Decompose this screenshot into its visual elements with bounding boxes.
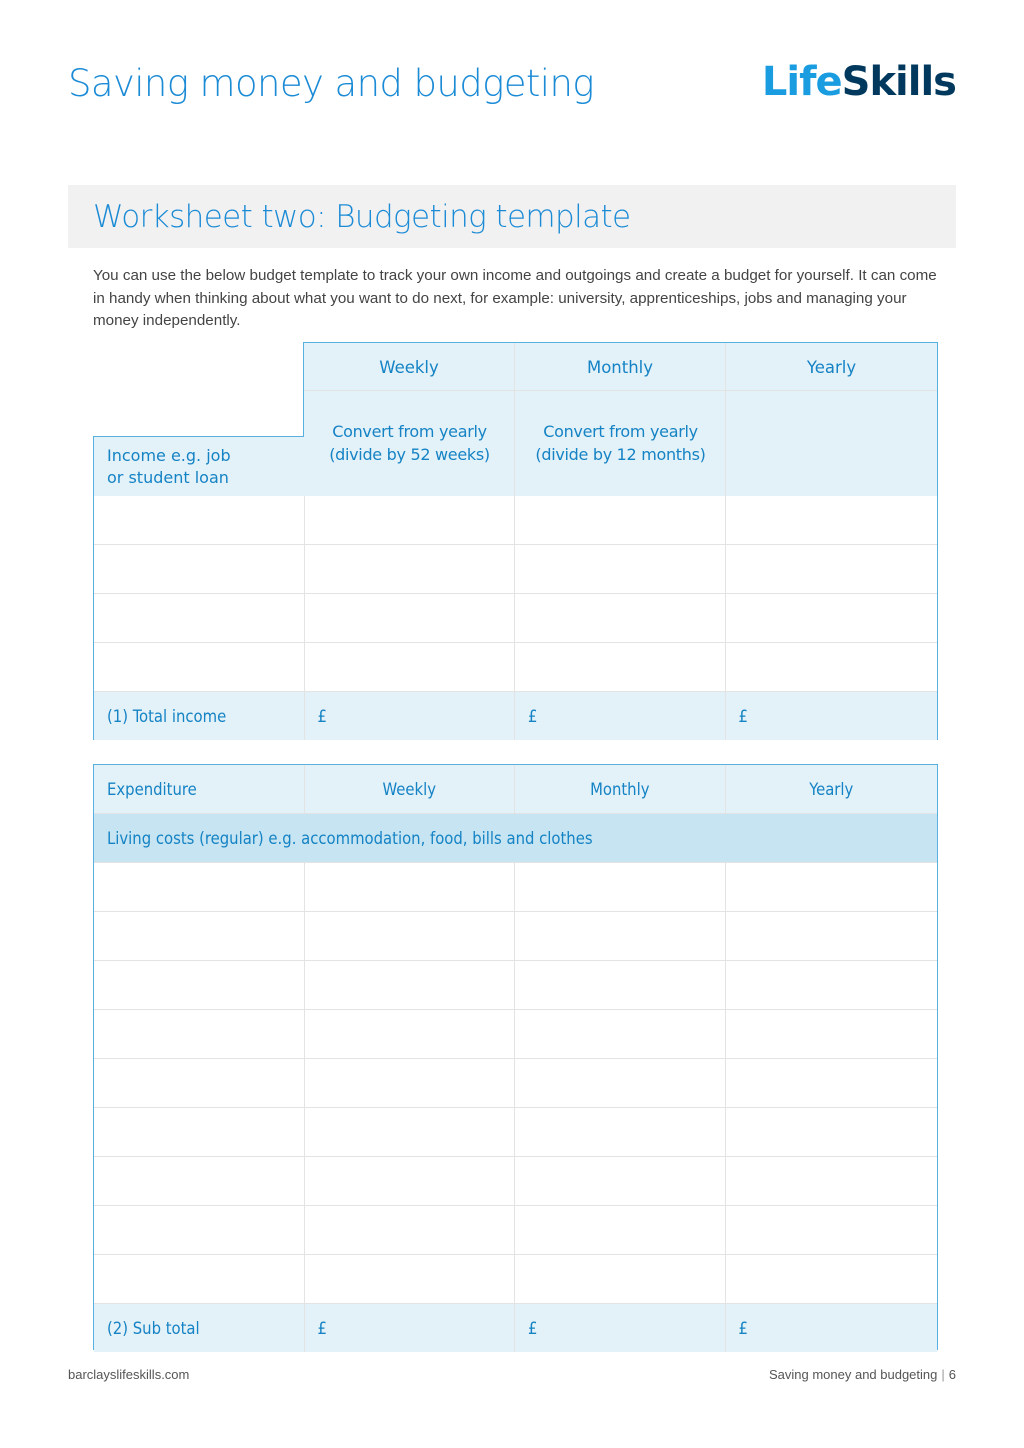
expenditure-header-row (94, 765, 937, 814)
income-col-monthly: Monthly (586, 358, 654, 377)
monthly-cell[interactable] (515, 1059, 726, 1108)
table-row (94, 545, 937, 594)
monthly-cell[interactable] (515, 1206, 726, 1255)
total-income-row (94, 692, 937, 740)
weekly-cell[interactable] (305, 863, 516, 912)
income-label-line1: Income e.g. job (107, 446, 231, 465)
intro-paragraph: You can use the below budget template to track your own income and outgoings and create a budget for yourself. It can come in handy when thinking about what you want to do next, for example: university, apprenticeships, jobs and managing your money independently. (93, 267, 937, 329)
yearly-cell[interactable] (726, 643, 937, 692)
expenditure-table (93, 764, 938, 1350)
convert-weekly-line2: (divide by 52 weeks) (329, 445, 490, 464)
footer-page-info (769, 1367, 956, 1382)
monthly-cell[interactable] (515, 1108, 726, 1157)
monthly-cell[interactable] (515, 863, 726, 912)
yearly-cell[interactable] (726, 594, 937, 643)
total-yearly-cell[interactable]: £ (738, 706, 748, 726)
table-row (94, 1206, 937, 1255)
monthly-cell[interactable] (515, 1157, 726, 1206)
expense-item-cell[interactable] (94, 1157, 305, 1206)
table-row (94, 961, 937, 1010)
monthly-cell[interactable] (515, 1010, 726, 1059)
page-title: Saving money and budgeting (68, 62, 594, 105)
weekly-cell[interactable] (305, 961, 516, 1010)
weekly-cell[interactable] (305, 1206, 516, 1255)
total-income-label: (1) Total income (94, 692, 305, 740)
expenditure-col-weekly: Weekly (305, 765, 516, 814)
expense-item-cell[interactable] (94, 1108, 305, 1157)
monthly-cell[interactable] (515, 1255, 726, 1304)
expense-item-cell[interactable] (94, 961, 305, 1010)
logo-life-text: Life (761, 59, 842, 105)
convert-monthly-line2: (divide by 12 months) (535, 445, 706, 464)
expense-item-cell[interactable] (94, 863, 305, 912)
total-weekly-cell[interactable]: £ (305, 692, 516, 740)
total-monthly-cell[interactable]: £ (515, 692, 726, 740)
expenditure-col-yearly: Yearly (726, 765, 937, 814)
subtotal-monthly-cell[interactable]: £ (515, 1304, 726, 1352)
logo-skills-text: Skills (841, 59, 956, 105)
yearly-cell[interactable] (726, 545, 937, 594)
monthly-cell[interactable] (515, 594, 726, 643)
weekly-cell[interactable] (305, 1108, 516, 1157)
income-col-yearly: Yearly (806, 358, 857, 377)
table-row (94, 643, 937, 692)
expense-item-cell[interactable] (94, 1255, 305, 1304)
weekly-cell[interactable] (305, 912, 516, 961)
expense-item-cell[interactable] (94, 1059, 305, 1108)
table-row (94, 1059, 937, 1108)
table-row (94, 1255, 937, 1304)
income-source-cell[interactable] (94, 496, 305, 545)
monthly-cell[interactable] (515, 643, 726, 692)
expense-item-cell[interactable] (94, 1010, 305, 1059)
expenditure-col-label: Expenditure (94, 765, 305, 814)
convert-monthly-line1: Convert from yearly (543, 422, 698, 441)
yearly-cell[interactable] (726, 1108, 937, 1157)
footer-website: barclayslifeskills.com (68, 1367, 190, 1382)
table-row (94, 496, 937, 545)
income-source-cell[interactable] (94, 594, 305, 643)
yearly-cell[interactable] (726, 1010, 937, 1059)
section-title: Worksheet two: Budgeting template (93, 199, 631, 235)
yearly-cell[interactable] (726, 496, 937, 545)
subtotal-label: (2) Sub total (94, 1304, 305, 1352)
table-row (94, 594, 937, 643)
lifeskills-logo (761, 59, 956, 105)
income-col-weekly: Weekly (379, 358, 439, 377)
expenditure-col-monthly: Monthly (515, 765, 726, 814)
monthly-cell[interactable] (515, 496, 726, 545)
yearly-cell[interactable] (726, 1157, 937, 1206)
subtotal-weekly-cell[interactable]: £ (305, 1304, 516, 1352)
yearly-cell[interactable] (726, 863, 937, 912)
page-number: 6 (948, 1367, 956, 1382)
convert-weekly-note (304, 420, 515, 466)
table-row (94, 912, 937, 961)
income-source-cell[interactable] (94, 545, 305, 594)
subtotal-yearly-cell[interactable]: £ (738, 1318, 748, 1338)
monthly-cell[interactable] (515, 545, 726, 594)
weekly-cell[interactable] (305, 1157, 516, 1206)
footer-doc-title: Saving money and budgeting (768, 1367, 938, 1382)
weekly-cell[interactable] (305, 1255, 516, 1304)
convert-weekly-line1: Convert from yearly (332, 422, 487, 441)
weekly-cell[interactable] (305, 1010, 516, 1059)
weekly-cell[interactable] (305, 1059, 516, 1108)
weekly-cell[interactable] (305, 496, 516, 545)
weekly-cell[interactable] (305, 545, 516, 594)
yearly-cell[interactable] (726, 961, 937, 1010)
table-row (94, 1010, 937, 1059)
footer-separator: | (941, 1367, 945, 1382)
income-row-label (93, 436, 304, 496)
monthly-cell[interactable] (515, 912, 726, 961)
yearly-cell[interactable] (726, 912, 937, 961)
expense-item-cell[interactable] (94, 1206, 305, 1255)
expense-item-cell[interactable] (94, 912, 305, 961)
yearly-cell[interactable] (726, 1059, 937, 1108)
monthly-cell[interactable] (515, 961, 726, 1010)
income-label-line2: or student loan (107, 468, 229, 487)
category-label: Living costs (regular) e.g. accommodation, food, bills and clothes (94, 814, 937, 863)
table-row (94, 1108, 937, 1157)
weekly-cell[interactable] (305, 643, 516, 692)
income-source-cell[interactable] (94, 643, 305, 692)
subtotal-row (94, 1304, 937, 1352)
convert-monthly-note (515, 420, 726, 466)
weekly-cell[interactable] (305, 594, 516, 643)
table-row (94, 1157, 937, 1206)
table-row (94, 863, 937, 912)
section-header (68, 185, 956, 248)
yearly-cell[interactable] (726, 1255, 937, 1304)
category-row (94, 814, 937, 863)
income-table-body (93, 496, 938, 740)
yearly-cell[interactable] (726, 1206, 937, 1255)
